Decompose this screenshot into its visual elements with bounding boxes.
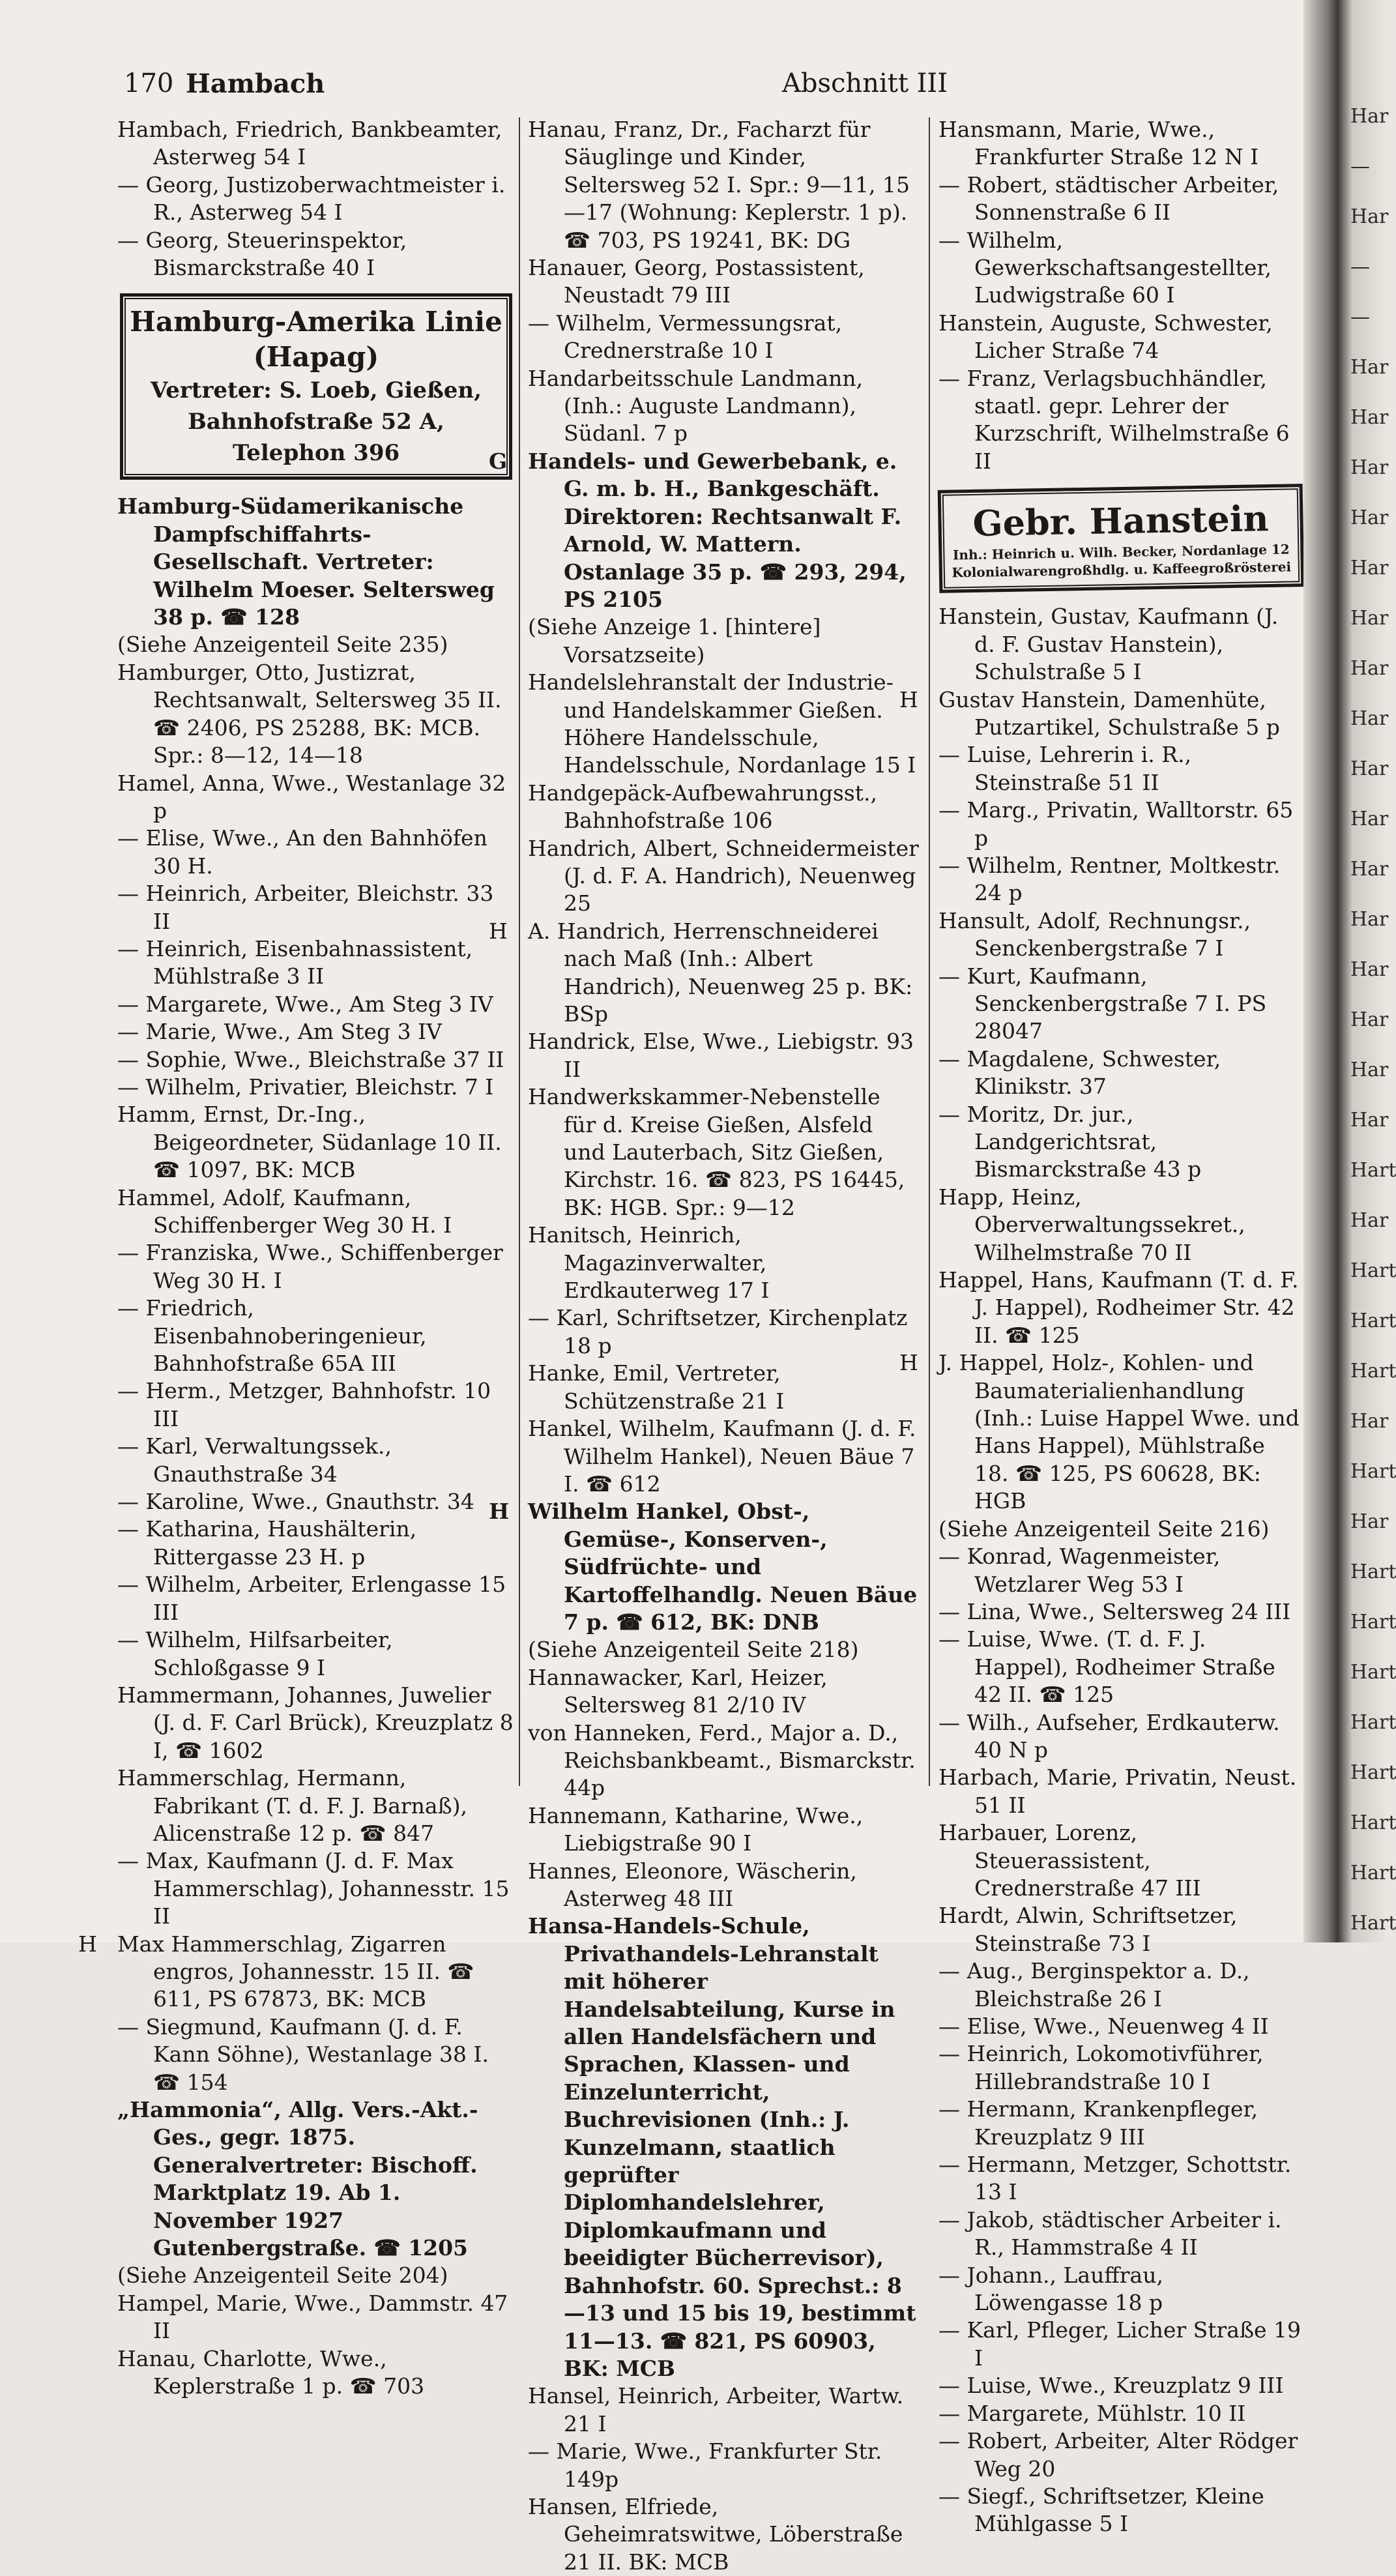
directory-entry: Handrich, Albert, Schneidermeister (J. d. F. A. Handrich), Neuenweg 25 bbox=[528, 835, 919, 916]
facing-page-fragment: — bbox=[1350, 306, 1370, 329]
entry-text: Max Hammerschlag, Zigarren engros, Johannesstr. 15 II. ☎ 611, PS 67873, BK: MCB bbox=[117, 1931, 474, 2012]
column-3 bbox=[899, 116, 1303, 2538]
directory-entry: — Friedrich, Eisenbahnoberingenieur, Bahnhofstraße 65A III bbox=[117, 1295, 427, 1377]
advertisement-hapag bbox=[120, 293, 512, 480]
directory-entry: — Margarete, Wwe., Am Steg 3 IV bbox=[117, 991, 493, 1017]
directory-entry: — Wilh., Aufseher, Erdkauterw. 40 N p bbox=[938, 1709, 1280, 1763]
facing-page-fragment: Har bbox=[1350, 406, 1389, 429]
directory-entry: Handgepäck-Aufbewahrungsst., Bahnhofstraße 106 bbox=[528, 780, 877, 834]
directory-entry: Hampel, Marie, Wwe., Dammstr. 47 II bbox=[117, 2290, 508, 2344]
directory-entry: — Heinrich, Eisenbahnassistent, Mühlstraße 3 II bbox=[117, 935, 473, 989]
facing-page-fragment: Har bbox=[1350, 808, 1389, 830]
facing-page-fragment: Hart bbox=[1350, 1761, 1396, 1784]
directory-entry: — Wilhelm, Arbeiter, Erlengasse 15 III bbox=[117, 1572, 506, 1625]
directory-entry: — Luise, Wwe. (T. d. F. J. Happel), Rodheimer Straße 42 II. ☎ 125 bbox=[938, 1626, 1275, 1708]
facing-page-fragment: Har bbox=[1350, 1209, 1389, 1232]
facing-page-fragment: Har bbox=[1350, 557, 1389, 579]
directory-entry: Hansmann, Marie, Wwe., Frankfurter Straße 12 N I bbox=[938, 117, 1259, 170]
facing-page-fragment: Har bbox=[1350, 908, 1389, 931]
advertisement-hanstein bbox=[938, 484, 1305, 593]
directory-entry: — Siegmund, Kaufmann (J. d. F. Kann Söhne), Westanlage 38 I. ☎ 154 bbox=[117, 2013, 489, 2095]
entry-marker: G bbox=[489, 448, 508, 474]
facing-page-fragment: Har bbox=[1350, 1059, 1389, 1081]
directory-entry: — Karoline, Wwe., Gnauthstr. 34 bbox=[117, 1489, 474, 1515]
facing-page-fragment: Har bbox=[1350, 657, 1389, 680]
directory-entry: — Elise, Wwe., Neuenweg 4 II bbox=[938, 2013, 1269, 2039]
directory-entry: (Siehe Anzeige 1. [hintere] Vorsatzseite) bbox=[528, 614, 821, 667]
directory-entry: Handarbeitsschule Landmann, (Inh.: Auguste Landmann), Südanl. 7 p bbox=[528, 365, 864, 446]
directory-entry: „Hammonia“, Allg. Vers.-Akt.-Ges., gegr. 1875. Generalvertreter: Bischoff. Marktplatz 19. Ab 1. November 1927 Gutenbergstraße. ☎ 1205 bbox=[117, 2097, 478, 2261]
directory-entry: — Johann., Lauffrau, Löwengasse 18 p bbox=[938, 2262, 1163, 2316]
entry-marker: H bbox=[78, 1931, 97, 1957]
directory-entry: — Georg, Justizoberwachtmeister i. R., Asterweg 54 I bbox=[117, 171, 506, 226]
directory-entry: — Siegf., Schriftsetzer, Kleine Mühlgasse 5 I bbox=[938, 2483, 1264, 2537]
directory-entry: — Marg., Privatin, Walltorstr. 65 p bbox=[938, 797, 1294, 851]
directory-entry: — Georg, Steuerinspektor, Bismarckstraße 40 I bbox=[117, 227, 407, 281]
directory-entry: Hammel, Adolf, Kaufmann, Schiffenberger Weg 30 H. I bbox=[117, 1184, 452, 1238]
facing-page-fragment: Har bbox=[1350, 858, 1389, 881]
directory-entry: — Katharina, Haushälterin, Rittergasse 23 H. p bbox=[117, 1516, 417, 1570]
facing-page-fragment: Har bbox=[1350, 506, 1389, 529]
facing-page-fragment: Hart bbox=[1350, 1811, 1396, 1834]
directory-entry: — Konrad, Wagenmeister, Wetzlarer Weg 53 I bbox=[938, 1544, 1221, 1597]
directory-entry-marked bbox=[489, 448, 919, 613]
ad-title: Gebr. Hanstein bbox=[972, 497, 1270, 545]
directory-entry: Hammerschlag, Hermann, Fabrikant (T. d. F. J. Barnaß), Alicenstraße 12 p. ☎ 847 bbox=[117, 1765, 467, 1846]
facing-page-fragment: Har bbox=[1350, 1008, 1389, 1031]
directory-entry: — Aug., Berginspektor a. D., Bleichstraße 26 I bbox=[938, 1958, 1250, 2012]
directory-entry: — Elise, Wwe., An den Bahnhöfen 30 H. bbox=[117, 825, 487, 879]
directory-entry: — Jakob, städtischer Arbeiter i. R., Hammstraße 4 II bbox=[938, 2206, 1282, 2261]
directory-entry: Hanau, Franz, Dr., Facharzt für Säuglinge und Kinder, Seltersweg 52 I. Spr.: 9—11, 15—17 (Wohnung: Keplerstr. 1 p). ☎ 703, PS 19241, BK: DG bbox=[528, 117, 910, 253]
entry-text: A. Handrich, Herrenschneiderei nach Maß (Inh.: Albert Handrich), Neuenweg 25 p. BK: BSp bbox=[528, 918, 913, 1027]
directory-entry-marked bbox=[899, 686, 1303, 742]
directory-entry: Hankel, Wilhelm, Kaufmann (J. d. F. Wilhelm Hankel), Neuen Bäue 7 I. ☎ 612 bbox=[528, 1416, 916, 1497]
facing-page-fragment: Hart bbox=[1350, 1611, 1396, 1633]
facing-page-fragment: Har bbox=[1350, 456, 1389, 479]
directory-entry: — Hermann, Krankenpfleger, Kreuzplatz 9 III bbox=[938, 2096, 1258, 2150]
directory-entry: — Luise, Wwe., Kreuzplatz 9 III bbox=[938, 2373, 1284, 2399]
page-header bbox=[117, 62, 1284, 108]
directory-entry: Hansa-Handels-Schule, Privathandels-Lehranstalt mit höherer Handelsabteilung, Kurse in allen Handelsfächern und Sprachen, Klassen- und Einzelunterricht, Buchrevisionen (Inh.: J. Kunzelmann, staatlich geprüfter Diplomhandelslehrer, Diplomkaufmann und beeidigter Bücherrevisor), Bahnhofstr. 60. Sprechst.: 8—13 und 15 bis 19, bestimmt 11—13. ☎ 821, PS 60903, BK: MCB bbox=[528, 1913, 916, 2381]
directory-entry: — Wilhelm, Vermessungsrat, Crednerstraße 10 I bbox=[528, 310, 843, 364]
entry-marker: H bbox=[489, 918, 508, 944]
directory-entry: Hamburg-Südamerikanische Dampfschiffahrts-Gesellschaft. Vertreter: Wilhelm Moeser. Seltersweg 38 p. ☎ 128 bbox=[117, 493, 495, 630]
directory-entry: — Robert, städtischer Arbeiter, Sonnenstraße 6 II bbox=[938, 171, 1279, 226]
directory-entry: Hannemann, Katharine, Wwe., Liebigstraße 90 I bbox=[528, 1802, 864, 1856]
facing-page-fragment: Hart bbox=[1350, 1560, 1396, 1583]
column-1 bbox=[78, 116, 515, 2400]
directory-entry: Handwerkskammer-Nebenstelle für d. Kreise Gießen, Alsfeld und Lauterbach, Sitz Gießen, Kirchstr. 16. ☎ 823, PS 16445, BK: HGB. Spr.: 9—12 bbox=[528, 1084, 905, 1220]
directory-entry: Hanauer, Georg, Postassistent, Neustadt 79 III bbox=[528, 255, 865, 308]
directory-entry: Hanitsch, Heinrich, Magazinverwalter, Erdkauterweg 17 I bbox=[528, 1222, 770, 1304]
directory-entry: Hanstein, Gustav, Kaufmann (J. d. F. Gustav Hanstein), Schulstraße 5 I bbox=[938, 604, 1279, 685]
directory-entry: Hardt, Alwin, Schriftsetzer, Steinstraße 73 I bbox=[938, 1903, 1238, 1956]
directory-entry: — Robert, Arbeiter, Alter Rödger Weg 20 bbox=[938, 2428, 1298, 2481]
directory-entry: von Hanneken, Ferd., Major a. D., Reichsbankbeamt., Bismarckstr. 44p bbox=[528, 1720, 916, 1801]
ad-line: Kolonialwarengroßhdlg. u. Kaffeegroßrösterei bbox=[952, 559, 1292, 581]
facing-page-fragment: Hart bbox=[1350, 1661, 1396, 1684]
directory-entry: — Karl, Verwaltungssek., Gnauthstraße 34 bbox=[117, 1433, 392, 1487]
directory-entry: Hambach, Friedrich, Bankbeamter, Asterweg 54 I bbox=[117, 117, 502, 170]
directory-entry: Hanke, Emil, Vertreter, Schützenstraße 21 I bbox=[528, 1360, 785, 1414]
directory-entry: — Wilhelm, Gewerkschaftsangestellter, Ludwigstraße 60 I bbox=[938, 227, 1272, 308]
entry-text: J. Happel, Holz-, Kohlen- und Baumaterialienhandlung (Inh.: Luise Happel Wwe. und Hans Happel), Mühlstraße 18. ☎ 125, PS 60628, BK: HGB bbox=[938, 1350, 1300, 1514]
facing-page-fragment: Har bbox=[1350, 707, 1389, 730]
facing-page-fragment: Hart bbox=[1350, 1310, 1396, 1332]
directory-entry: — Max, Kaufmann (J. d. F. Max Hammerschlag), Johannesstr. 15 II bbox=[117, 1848, 510, 1929]
directory-entry: — Kurt, Kaufmann, Senckenbergstraße 7 I. PS 28047 bbox=[938, 963, 1267, 1044]
running-head: Hambach bbox=[186, 68, 325, 99]
directory-entry: Hansult, Adolf, Rechnungsr., Senckenbergstraße 7 I bbox=[938, 907, 1251, 961]
entry-text: Handels- und Gewerbebank, e. G. m. b. H., Bankgeschäft. Direktoren: Rechtsanwalt F. Arnold, W. Mattern. Ostanlage 35 p. ☎ 293, 294, PS 2105 bbox=[528, 448, 907, 612]
entry-marker: H bbox=[899, 686, 918, 712]
directory-entry: — Heinrich, Arbeiter, Bleichstr. 33 II bbox=[117, 881, 494, 934]
directory-entry: Hamm, Ernst, Dr.-Ing., Beigeordneter, Südanlage 10 II. ☎ 1097, BK: MCB bbox=[117, 1102, 502, 1183]
page-number: 170 bbox=[124, 68, 174, 98]
facing-page-fragment: Hart bbox=[1350, 1711, 1396, 1734]
directory-entry: (Siehe Anzeigenteil Seite 204) bbox=[117, 2262, 448, 2289]
facing-page-fragment: — bbox=[1350, 256, 1370, 278]
directory-entry: Hamburger, Otto, Justizrat, Rechtsanwalt, Seltersweg 35 II. ☎ 2406, PS 25288, BK: MCB. Spr.: 8—12, 14—18 bbox=[117, 659, 502, 768]
facing-page-fragment: Hart bbox=[1350, 1460, 1396, 1483]
directory-entry: — Magdalene, Schwester, Klinikstr. 37 bbox=[938, 1046, 1221, 1100]
directory-entry: — Margarete, Mühlstr. 10 II bbox=[938, 2400, 1246, 2426]
facing-page-fragment: — bbox=[1350, 155, 1370, 178]
directory-entry: Handelslehranstalt der Industrie- und Handelskammer Gießen. Höhere Handelsschule, Handelsschule, Nordanlage 15 I bbox=[528, 669, 916, 778]
facing-page-fragment: Hart bbox=[1350, 1360, 1396, 1383]
directory-entry: — Sophie, Wwe., Bleichstraße 37 II bbox=[117, 1046, 504, 1072]
facing-page-fragment: Har bbox=[1350, 757, 1389, 780]
facing-page-edge bbox=[1350, 91, 1396, 1948]
directory-entry: — Karl, Schriftsetzer, Kirchenplatz 18 p bbox=[528, 1305, 908, 1358]
facing-page-fragment: Har bbox=[1350, 105, 1389, 128]
directory-entry: Happel, Hans, Kaufmann (T. d. F. J. Happel), Rodheimer Str. 42 II. ☎ 125 bbox=[938, 1267, 1299, 1348]
directory-entry: — Karl, Pfleger, Licher Straße 19 I bbox=[938, 2317, 1301, 2371]
facing-page-fragment: Har bbox=[1350, 958, 1389, 981]
ad-line: Bahnhofstraße 52 A, Telephon 396 bbox=[188, 409, 444, 467]
directory-entry: — Heinrich, Lokomotivführer, Hillebrandstraße 10 I bbox=[938, 2041, 1264, 2094]
directory-entry: — Franziska, Wwe., Schiffenberger Weg 30 H. I bbox=[117, 1240, 503, 1293]
directory-entry: Hansel, Heinrich, Arbeiter, Wartw. 21 I bbox=[528, 2383, 904, 2437]
directory-entry: Hannes, Eleonore, Wäscherin, Asterweg 48 III bbox=[528, 1858, 857, 1911]
directory-entry: — Wilhelm, Privatier, Bleichstr. 7 I bbox=[117, 1074, 494, 1100]
facing-page-fragment: Har bbox=[1350, 607, 1389, 630]
directory-entry: Harbach, Marie, Privatin, Neust. 51 II bbox=[938, 1764, 1297, 1818]
facing-page-fragment: Har bbox=[1350, 1510, 1389, 1533]
directory-entry: Hamel, Anna, Wwe., Westanlage 32 p bbox=[117, 770, 506, 823]
directory-entry-marked bbox=[899, 1349, 1303, 1515]
ad-title: Hamburg-Amerika Linie (Hapag) bbox=[130, 306, 502, 373]
directory-entry: Hansen, Elfriede, Geheimratswitwe, Löberstraße 21 II. BK: MCB bbox=[528, 2493, 903, 2575]
facing-page-fragment: Har bbox=[1350, 1109, 1389, 1132]
directory-entry: (Siehe Anzeigenteil Seite 218) bbox=[528, 1637, 859, 1663]
directory-entry: (Siehe Anzeigenteil Seite 216) bbox=[938, 1515, 1270, 1542]
column-rule-left bbox=[519, 117, 520, 1786]
entry-marker: H bbox=[489, 1499, 510, 1525]
directory-entry: — Lina, Wwe., Seltersweg 24 III bbox=[938, 1598, 1291, 1624]
entry-text: Wilhelm Hankel, Obst-, Gemüse-, Konserven-, Südfrüchte- und Kartoffelhandlg. Neuen Bäue 7 p. ☎ 612, BK: DNB bbox=[528, 1499, 918, 1635]
directory-entry: — Herm., Metzger, Bahnhofstr. 10 III bbox=[117, 1378, 491, 1431]
entry-marker: H bbox=[899, 1350, 918, 1376]
directory-entry: (Siehe Anzeigenteil Seite 235) bbox=[117, 632, 448, 658]
facing-page-fragment: Hart bbox=[1350, 1862, 1396, 1884]
directory-entry: — Marie, Wwe., Am Steg 3 IV bbox=[117, 1019, 442, 1045]
directory-entry: Hanstein, Auguste, Schwester, Licher Straße 74 bbox=[938, 310, 1273, 364]
directory-entry: — Hermann, Metzger, Schottstr. 13 I bbox=[938, 2152, 1292, 2205]
section-title: Abschnitt III bbox=[782, 68, 948, 98]
facing-page-fragment: Hart bbox=[1350, 1259, 1396, 1282]
directory-entry: — Wilhelm, Hilfsarbeiter, Schloßgasse 9 I bbox=[117, 1627, 393, 1680]
directory-entry: Harbauer, Lorenz, Steuerassistent, Crednerstraße 47 III bbox=[938, 1820, 1201, 1901]
column-2 bbox=[489, 116, 919, 2576]
directory-entry: Hammermann, Johannes, Juwelier (J. d. F. Carl Brück), Kreuzplatz 8 I, ☎ 1602 bbox=[117, 1682, 514, 1763]
directory-entry-marked bbox=[78, 1931, 515, 2013]
directory-entry: Handrick, Else, Wwe., Liebigstr. 93 II bbox=[528, 1029, 914, 1082]
facing-page-fragment: Har bbox=[1350, 356, 1389, 379]
directory-entry-marked bbox=[489, 1498, 919, 1636]
facing-page-fragment: Hart bbox=[1350, 1912, 1396, 1935]
directory-entry-marked bbox=[489, 918, 919, 1029]
directory-entry: Hanau, Charlotte, Wwe., Keplerstraße 1 p. ☎ 703 bbox=[117, 2345, 425, 2399]
facing-page-fragment: Har bbox=[1350, 205, 1389, 228]
directory-entry: Happ, Heinz, Oberverwaltungssekret., Wilhelmstraße 70 II bbox=[938, 1184, 1245, 1265]
directory-entry: — Wilhelm, Rentner, Moltkestr. 24 p bbox=[938, 852, 1281, 906]
ad-line: Inh.: Heinrich u. Wilh. Becker, Nordanlage 12 bbox=[952, 541, 1290, 563]
directory-entry: — Moritz, Dr. jur., Landgerichtsrat, Bismarckstraße 43 p bbox=[938, 1101, 1202, 1182]
directory-entry: — Franz, Verlagsbuchhändler, staatl. gepr. Lehrer der Kurzschrift, Wilhelmstraße 6 II bbox=[938, 365, 1290, 474]
directory-entry: Hannawacker, Karl, Heizer, Seltersweg 81 2/10 IV bbox=[528, 1664, 828, 1718]
directory-entry: — Luise, Lehrerin i. R., Steinstraße 51 II bbox=[938, 742, 1192, 795]
ad-line: Vertreter: S. Loeb, Gießen, bbox=[151, 377, 482, 404]
facing-page-fragment: Har bbox=[1350, 1410, 1389, 1433]
facing-page-fragment: Hart bbox=[1350, 1159, 1396, 1182]
entry-text: Gustav Hanstein, Damenhüte, Putzartikel, Schulstraße 5 p bbox=[938, 686, 1280, 740]
directory-entry: — Marie, Wwe., Frankfurter Str. 149p bbox=[528, 2438, 882, 2492]
column-rule-right bbox=[929, 117, 930, 1786]
